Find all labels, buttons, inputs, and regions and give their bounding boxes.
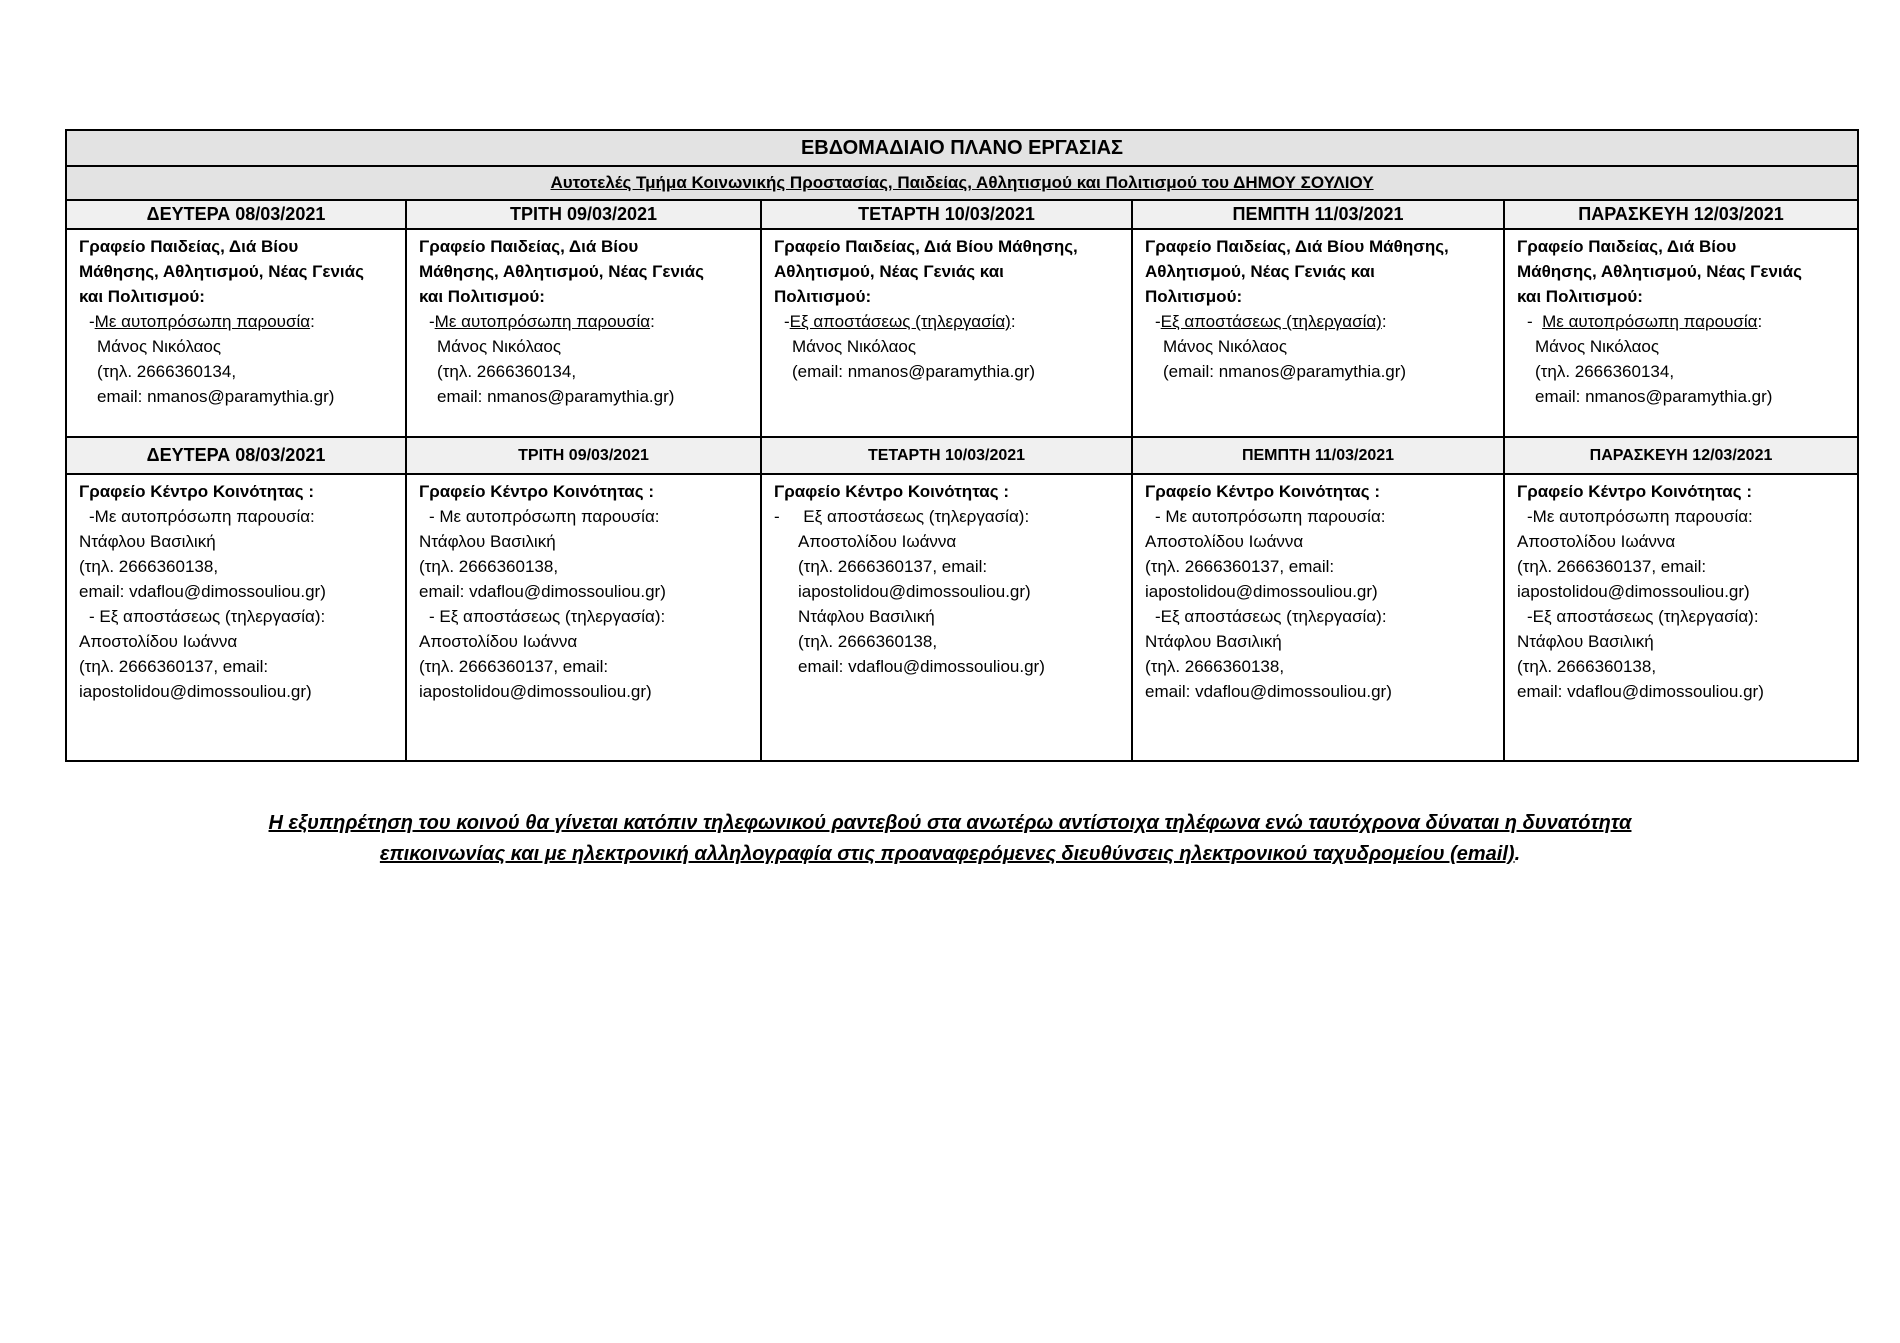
section2-schedule-row bbox=[66, 474, 1858, 761]
staff-name: Ντάφλου Βασιλική bbox=[419, 532, 556, 551]
day-header-monday: ΔΕΥΤΕΡΑ 08/03/2021 bbox=[66, 437, 406, 474]
staff-name: Ντάφλου Βασιλική bbox=[798, 607, 935, 626]
staff-email: iapostolidou@dimossouliou.gr) bbox=[419, 682, 652, 701]
schedule-cell-education-wednesday bbox=[761, 229, 1132, 437]
staff-phone: (τηλ. 2666360134, bbox=[97, 362, 237, 381]
office-name: Γραφείο Παιδείας, Διά Βίου bbox=[79, 237, 299, 256]
day-header-friday: ΠΑΡΑΣΚΕΥΗ 12/03/2021 bbox=[1504, 200, 1858, 229]
staff-name: Μάνος Νικόλαος bbox=[97, 337, 222, 356]
attendance-mode: - Εξ αποστάσεως (τηλεργασία): bbox=[89, 607, 326, 626]
service-note-line-1 bbox=[100, 808, 1800, 839]
section2-day-header-row bbox=[66, 437, 1858, 474]
staff-email: iapostolidou@dimossouliou.gr) bbox=[798, 582, 1031, 601]
staff-name: Ντάφλου Βασιλική bbox=[1517, 632, 1654, 651]
office-name: και Πολιτισμού: bbox=[79, 287, 205, 306]
staff-phone: (τηλ. 2666360137, email: bbox=[79, 657, 269, 676]
service-note-end: . bbox=[1514, 843, 1521, 865]
service-note-text: Η εξυπηρέτηση του κοινού θα γίνεται κατόπιν τηλεφωνικού ραντεβού στα ανωτέρω αντίστοιχα τηλέφωνα ενώ ταυτόχρονα δύναται η δυνατότητα bbox=[268, 812, 1632, 834]
attendance-mode: - Εξ αποστάσεως (τηλεργασία): bbox=[774, 507, 1030, 526]
office-name: και Πολιτισμού: bbox=[1517, 287, 1643, 306]
staff-email: iapostolidou@dimossouliou.gr) bbox=[1145, 582, 1378, 601]
staff-phone: (τηλ. 2666360134, bbox=[1535, 362, 1675, 381]
office-name: Γραφείο Παιδείας, Διά Βίου bbox=[419, 237, 639, 256]
day-header-tuesday: ΤΡΙΤΗ 09/03/2021 bbox=[406, 200, 761, 229]
office-name: και Πολιτισμού: bbox=[419, 287, 545, 306]
day-header-thursday: ΠΕΜΠΤΗ 11/03/2021 bbox=[1132, 200, 1504, 229]
staff-name: Μάνος Νικόλαος bbox=[437, 337, 562, 356]
schedule-cell-education-tuesday bbox=[406, 229, 761, 437]
table-title: ΕΒΔΟΜΑΔΙΑΙΟ ΠΛΑΝΟ ΕΡΓΑΣΙΑΣ bbox=[66, 130, 1858, 166]
attendance-mode: -Εξ αποστάσεως (τηλεργασία): bbox=[1155, 312, 1387, 331]
day-header-thursday: ΠΕΜΠΤΗ 11/03/2021 bbox=[1132, 437, 1504, 474]
staff-email: (email: nmanos@paramythia.gr) bbox=[792, 362, 1036, 381]
staff-email: iapostolidou@dimossouliou.gr) bbox=[79, 682, 312, 701]
day-header-friday: ΠΑΡΑΣΚΕΥΗ 12/03/2021 bbox=[1504, 437, 1858, 474]
table-subtitle: Αυτοτελές Τμήμα Κοινωνικής Προστασίας, Παιδείας, Αθλητισμού και Πολιτισμού του ΔΗΜΟΥ ΣΟΥΛΙΟΥ bbox=[66, 166, 1858, 200]
staff-phone: (τηλ. 2666360137, email: bbox=[798, 557, 988, 576]
attendance-mode: -Εξ αποστάσεως (τηλεργασία): bbox=[1155, 607, 1387, 626]
schedule-cell-community-thursday bbox=[1132, 474, 1504, 761]
staff-email: email: nmanos@paramythia.gr) bbox=[97, 387, 335, 406]
schedule-cell-education-thursday bbox=[1132, 229, 1504, 437]
staff-email: iapostolidou@dimossouliou.gr) bbox=[1517, 582, 1750, 601]
office-name: Πολιτισμού: bbox=[1145, 287, 1243, 306]
weekly-plan-table bbox=[65, 129, 1859, 762]
office-name: Γραφείο Κέντρο Κοινότητας : bbox=[1145, 482, 1380, 501]
staff-phone: (τηλ. 2666360134, bbox=[437, 362, 577, 381]
attendance-mode-label: Με αυτοπρόσωπη παρουσία bbox=[94, 312, 311, 331]
attendance-mode: -Με αυτοπρόσωπη παρουσία: bbox=[89, 312, 315, 331]
office-name: Γραφείο Κέντρο Κοινότητας : bbox=[419, 482, 654, 501]
attendance-mode-label: Εξ αποστάσεως (τηλεργασία) bbox=[789, 312, 1011, 331]
schedule-cell-community-wednesday bbox=[761, 474, 1132, 761]
staff-name: Μάνος Νικόλαος bbox=[1163, 337, 1288, 356]
office-name: Γραφείο Κέντρο Κοινότητας : bbox=[1517, 482, 1752, 501]
day-header-wednesday: ΤΕΤΑΡΤΗ 10/03/2021 bbox=[761, 200, 1132, 229]
office-name: Πολιτισμού: bbox=[774, 287, 872, 306]
schedule-cell-community-tuesday bbox=[406, 474, 761, 761]
office-name: Γραφείο Παιδείας, Διά Βίου Μάθησης, bbox=[1145, 237, 1449, 256]
staff-name: Μάνος Νικόλαος bbox=[792, 337, 917, 356]
staff-name: Αποστολίδου Ιωάννα bbox=[798, 532, 957, 551]
staff-email: email: vdaflou@dimossouliou.gr) bbox=[79, 582, 326, 601]
day-header-monday: ΔΕΥΤΕΡΑ 08/03/2021 bbox=[66, 200, 406, 229]
attendance-mode: -Με αυτοπρόσωπη παρουσία: bbox=[89, 507, 315, 526]
attendance-mode-label: Με αυτοπρόσωπη παρουσία bbox=[434, 312, 651, 331]
staff-phone: (τηλ. 2666360138, bbox=[419, 557, 559, 576]
staff-name: Αποστολίδου Ιωάννα bbox=[79, 632, 238, 651]
section1-day-header-row bbox=[66, 200, 1858, 229]
staff-phone: (τηλ. 2666360138, bbox=[1517, 657, 1657, 676]
staff-email: email: nmanos@paramythia.gr) bbox=[1535, 387, 1773, 406]
office-name: Μάθησης, Αθλητισμού, Νέας Γενιάς bbox=[419, 262, 704, 281]
service-note bbox=[100, 808, 1800, 870]
attendance-mode: -Με αυτοπρόσωπη παρουσία: bbox=[1527, 507, 1753, 526]
attendance-mode-label: Εξ αποστάσεως (τηλεργασία) bbox=[1160, 312, 1382, 331]
staff-email: email: vdaflou@dimossouliou.gr) bbox=[1517, 682, 1764, 701]
staff-name: Ντάφλου Βασιλική bbox=[1145, 632, 1282, 651]
attendance-mode: - Με αυτοπρόσωπη παρουσία: bbox=[1527, 312, 1763, 331]
staff-phone: (τηλ. 2666360137, email: bbox=[1517, 557, 1707, 576]
attendance-mode: - Με αυτοπρόσωπη παρουσία: bbox=[429, 507, 660, 526]
attendance-mode: -Εξ αποστάσεως (τηλεργασία): bbox=[1527, 607, 1759, 626]
schedule-cell-community-monday bbox=[66, 474, 406, 761]
service-note-line-2 bbox=[100, 839, 1800, 870]
staff-phone: (τηλ. 2666360138, bbox=[79, 557, 219, 576]
staff-name: Αποστολίδου Ιωάννα bbox=[1145, 532, 1304, 551]
office-name: Γραφείο Παιδείας, Διά Βίου Μάθησης, bbox=[774, 237, 1078, 256]
office-name: Γραφείο Κέντρο Κοινότητας : bbox=[774, 482, 1009, 501]
schedule-cell-education-friday bbox=[1504, 229, 1858, 437]
service-note-text: επικοινωνίας και με ηλεκτρονική αλληλογραφία στις προαναφερόμενες διευθύνσεις ηλεκτρονικού ταχυδρομείου (email) bbox=[379, 843, 1515, 865]
staff-name: Μάνος Νικόλαος bbox=[1535, 337, 1660, 356]
staff-email: email: nmanos@paramythia.gr) bbox=[437, 387, 675, 406]
day-header-wednesday: ΤΕΤΑΡΤΗ 10/03/2021 bbox=[761, 437, 1132, 474]
staff-phone: (τηλ. 2666360138, bbox=[798, 632, 938, 651]
staff-name: Αποστολίδου Ιωάννα bbox=[419, 632, 578, 651]
schedule-cell-community-friday bbox=[1504, 474, 1858, 761]
schedule-cell-education-monday bbox=[66, 229, 406, 437]
staff-email: email: vdaflou@dimossouliou.gr) bbox=[419, 582, 666, 601]
attendance-mode-label: Με αυτοπρόσωπη παρουσία bbox=[1542, 312, 1758, 331]
office-name: Μάθησης, Αθλητισμού, Νέας Γενιάς bbox=[1517, 262, 1802, 281]
office-name: Αθλητισμού, Νέας Γενιάς και bbox=[774, 262, 1004, 281]
office-name: Αθλητισμού, Νέας Γενιάς και bbox=[1145, 262, 1375, 281]
staff-phone: (τηλ. 2666360138, bbox=[1145, 657, 1285, 676]
attendance-mode: -Εξ αποστάσεως (τηλεργασία): bbox=[784, 312, 1016, 331]
staff-name: Ντάφλου Βασιλική bbox=[79, 532, 216, 551]
staff-phone: (τηλ. 2666360137, email: bbox=[1145, 557, 1335, 576]
section1-schedule-row bbox=[66, 229, 1858, 437]
office-name: Γραφείο Παιδείας, Διά Βίου bbox=[1517, 237, 1737, 256]
staff-email: email: vdaflou@dimossouliou.gr) bbox=[1145, 682, 1392, 701]
attendance-mode: - Εξ αποστάσεως (τηλεργασία): bbox=[429, 607, 666, 626]
staff-name: Αποστολίδου Ιωάννα bbox=[1517, 532, 1676, 551]
office-name: Μάθησης, Αθλητισμού, Νέας Γενιάς bbox=[79, 262, 364, 281]
office-name: Γραφείο Κέντρο Κοινότητας : bbox=[79, 482, 314, 501]
day-header-tuesday: ΤΡΙΤΗ 09/03/2021 bbox=[406, 437, 761, 474]
attendance-mode: - Με αυτοπρόσωπη παρουσία: bbox=[1155, 507, 1386, 526]
staff-email: (email: nmanos@paramythia.gr) bbox=[1163, 362, 1407, 381]
staff-phone: (τηλ. 2666360137, email: bbox=[419, 657, 609, 676]
attendance-mode: -Με αυτοπρόσωπη παρουσία: bbox=[429, 312, 655, 331]
staff-email: email: vdaflou@dimossouliou.gr) bbox=[798, 657, 1045, 676]
